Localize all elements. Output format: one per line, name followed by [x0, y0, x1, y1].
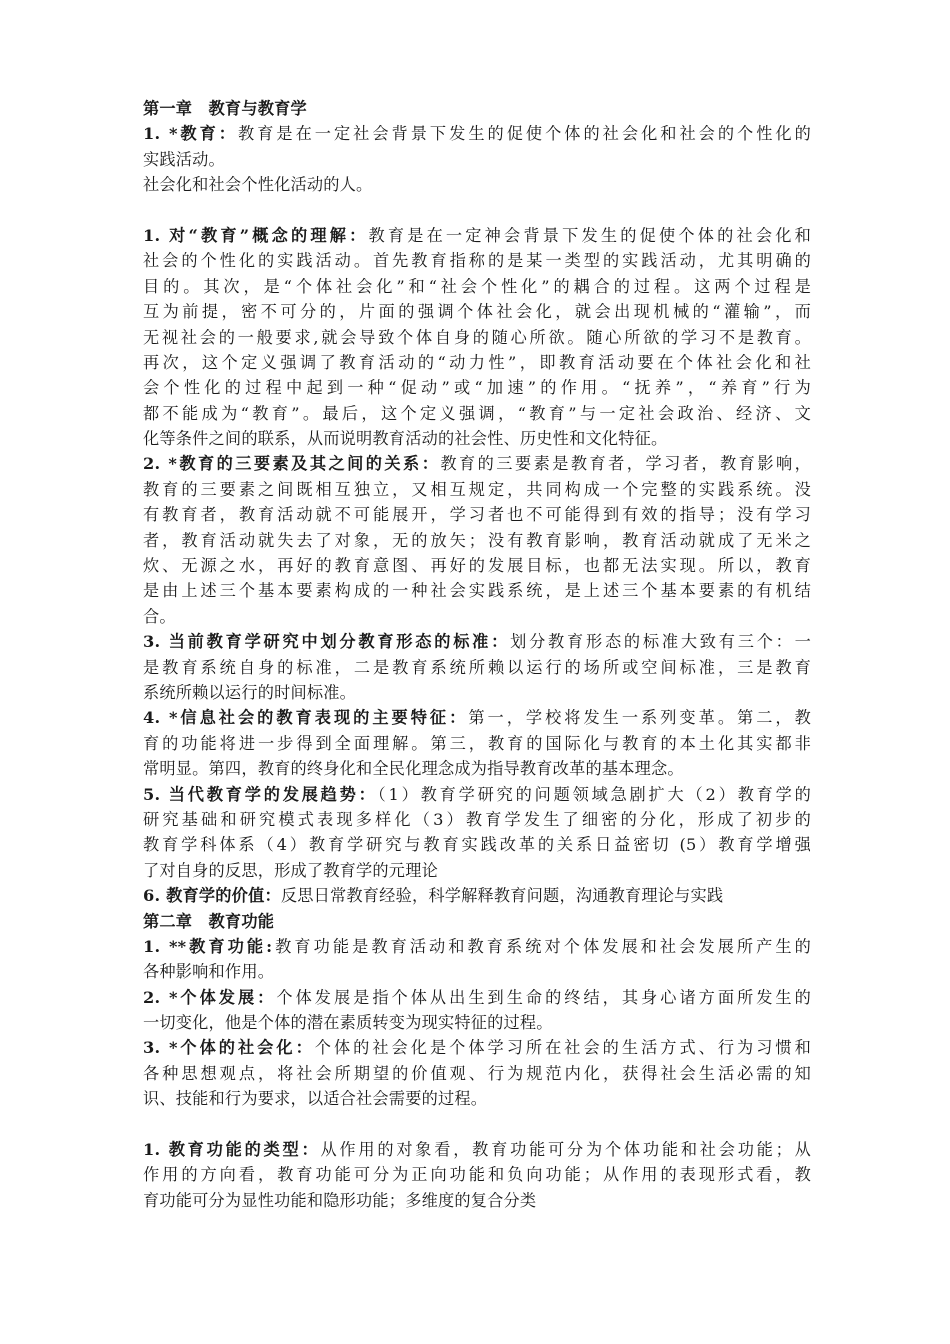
- three-elements-line-5: 炊、无源之水，再好的教育意图、再好的发展目标，也都无法实现。所以，教育: [143, 556, 811, 576]
- individual-dev-line-2: 一切变化，他是个体的潜在素质转变为现实特征的过程。: [143, 1013, 553, 1033]
- trends-line-1: 5. 当代教育学的发展趋势：（1）教育学研究的问题领域急剧扩大（2）教育学的: [143, 784, 811, 804]
- understanding-line-8: 都不能成为“教育”。最后，这个定义强调，“教育”与一定社会政治、经济、文: [143, 403, 811, 423]
- education-definition-line-3: 社会化和社会个性化活动的人。: [143, 175, 373, 195]
- value-label: 6. 教育学的价值：: [143, 886, 281, 906]
- three-elements-label: 2. *教育的三要素及其之间的关系：: [143, 454, 441, 474]
- understanding-line-4: 互为前提，密不可分的，片面的强调个体社会化，就会出现机械的“灌输”，而: [143, 302, 811, 322]
- understanding-line-7: 会个性化的过程中起到一种“促动”或“加速”的作用。“抚养”，“养育”行为: [143, 378, 811, 398]
- understanding-line-6: 再次，这个定义强调了教育活动的“动力性”，即教育活动要在个体社会化和社: [143, 352, 811, 372]
- trends-line-3: 教育学科体系（4）教育学研究与教育实践改革的关系日益密切 (5）教育学增强: [143, 835, 811, 855]
- function-def-label: 1. **教育功能:: [143, 936, 273, 956]
- understanding-line-9: 化等条件之间的联系，从而说明教育活动的社会性、历史性和文化特征。: [143, 429, 668, 449]
- understanding-line-1: 1. 对“教育”概念的理解：教育是在一定神会背景下发生的促使个体的社会化和: [143, 225, 811, 245]
- function-types-label: 1. 教育功能的类型：: [143, 1140, 321, 1160]
- understanding-line-3: 目的。其次，是“个体社会化”和“社会个性化”的耦合的过程。这两个过程是: [143, 276, 811, 296]
- chapter-2-title: 第二章 教育功能: [143, 911, 275, 931]
- blank-line: [143, 1112, 811, 1137]
- education-definition-line-2: 实践活动。: [143, 149, 225, 169]
- function-def-line-2: 各种影响和作用。: [143, 962, 275, 982]
- socialization-line-1: 3. *个体的社会化：个体的社会化是个体学习所在社会的生活方式、行为习惯和: [143, 1038, 812, 1058]
- three-elements-line-4: 者，教育活动就失去了对象，无的放矢；没有教育影响，教育活动就成了无米之: [143, 530, 811, 550]
- forms-standard-label: 3. 当前教育学研究中划分教育形态的标准：: [143, 632, 511, 652]
- function-types-line-3: 育功能可分为显性功能和隐形功能；多维度的复合分类: [143, 1190, 537, 1210]
- forms-standard-line-1: 3. 当前教育学研究中划分教育形态的标准：划分教育形态的标准大致有三个：一: [143, 632, 812, 652]
- three-elements-line-7: 合。: [143, 606, 176, 626]
- education-definition-line-1: 1. *教育：教育是在一定社会背景下发生的促使个体的社会化和社会的个性化的: [143, 124, 811, 144]
- chapter-1-title: 第一章 教育与教育学: [143, 99, 307, 118]
- three-elements-line-6: 是由上述三个基本要素构成的一种社会实践系统，是上述三个基本要素的有机结: [143, 581, 811, 601]
- trends-label: 5. 当代教育学的发展趋势：: [143, 784, 378, 804]
- understanding-line-2: 社会的个性化的实践活动。首先教育指称的是某一类型的实践活动，尤其明确的: [143, 251, 811, 271]
- three-elements-line-1: 2. *教育的三要素及其之间的关系：教育的三要素是教育者，学习者，教育影响，: [143, 454, 812, 474]
- function-types-line-2: 作用的方向看，教育功能可分为正向功能和负向功能；从作用的表现形式看，教: [143, 1165, 811, 1185]
- info-society-label: 4. *信息社会的教育表现的主要特征：: [143, 708, 469, 728]
- function-types-line-1: 1. 教育功能的类型：从作用的对象看，教育功能可分为个体功能和社会功能；从: [143, 1140, 812, 1160]
- info-society-line-1: 4. *信息社会的教育表现的主要特征：第一，学校将发生一系列变革。第二，教: [143, 708, 811, 728]
- understanding-label: 1. 对“教育”概念的理解：: [143, 225, 369, 245]
- info-society-line-3: 常明显。第四，教育的终身化和全民化理念成为指导教育改革的基本理念。: [143, 759, 684, 779]
- blank-line: [143, 198, 811, 223]
- individual-dev-label: 2. *个体发展：: [143, 987, 277, 1007]
- value-line: 6. 教育学的价值：反思日常教育经验，科学解释教育问题，沟通教育理论与实践: [143, 886, 724, 906]
- socialization-line-3: 识、技能和行为要求，以适合社会需要的过程。: [143, 1089, 488, 1109]
- forms-standard-line-2: 是教育系统自身的标准，二是教育系统所赖以运行的场所或空间标准，三是教育: [143, 657, 811, 677]
- trends-line-2: 研究基础和研究模式表现多样化（3）教育学发生了细密的分化，形成了初步的: [143, 809, 811, 829]
- info-society-line-2: 育的功能将进一步得到全面理解。第三，教育的国际化与教育的本土化其实都非: [143, 733, 811, 753]
- individual-dev-line-1: 2. *个体发展：个体发展是指个体从出生到生命的终结，其身心诸方面所发生的: [143, 987, 811, 1007]
- three-elements-line-3: 有教育者，教育活动就不可能展开，学习者也不可能得到有效的指导；没有学习: [143, 505, 811, 525]
- socialization-line-2: 各种思想观点，将社会所期望的价值观、行为规范内化，获得社会生活必需的知: [143, 1063, 811, 1083]
- trends-line-4: 了对自身的反思，形成了教育学的元理论: [143, 860, 438, 880]
- socialization-label: 3. *个体的社会化：: [143, 1038, 315, 1058]
- understanding-line-5: 无视社会的一般要求,就会导致个体自身的随心所欲。随心所欲的学习不是教育。: [143, 327, 811, 347]
- forms-standard-line-3: 系统所赖以运行的时间标准。: [143, 682, 357, 702]
- three-elements-line-2: 教育的三要素之间既相互独立，又相互规定，共同构成一个完整的实践系统。没: [143, 479, 811, 499]
- education-definition-label: 1. *教育：: [143, 124, 238, 144]
- function-def-line-1: 1. **教育功能:教育功能是教育活动和教育系统对个体发展和社会发展所产生的: [143, 936, 811, 956]
- document-page: [143, 96, 811, 1213]
